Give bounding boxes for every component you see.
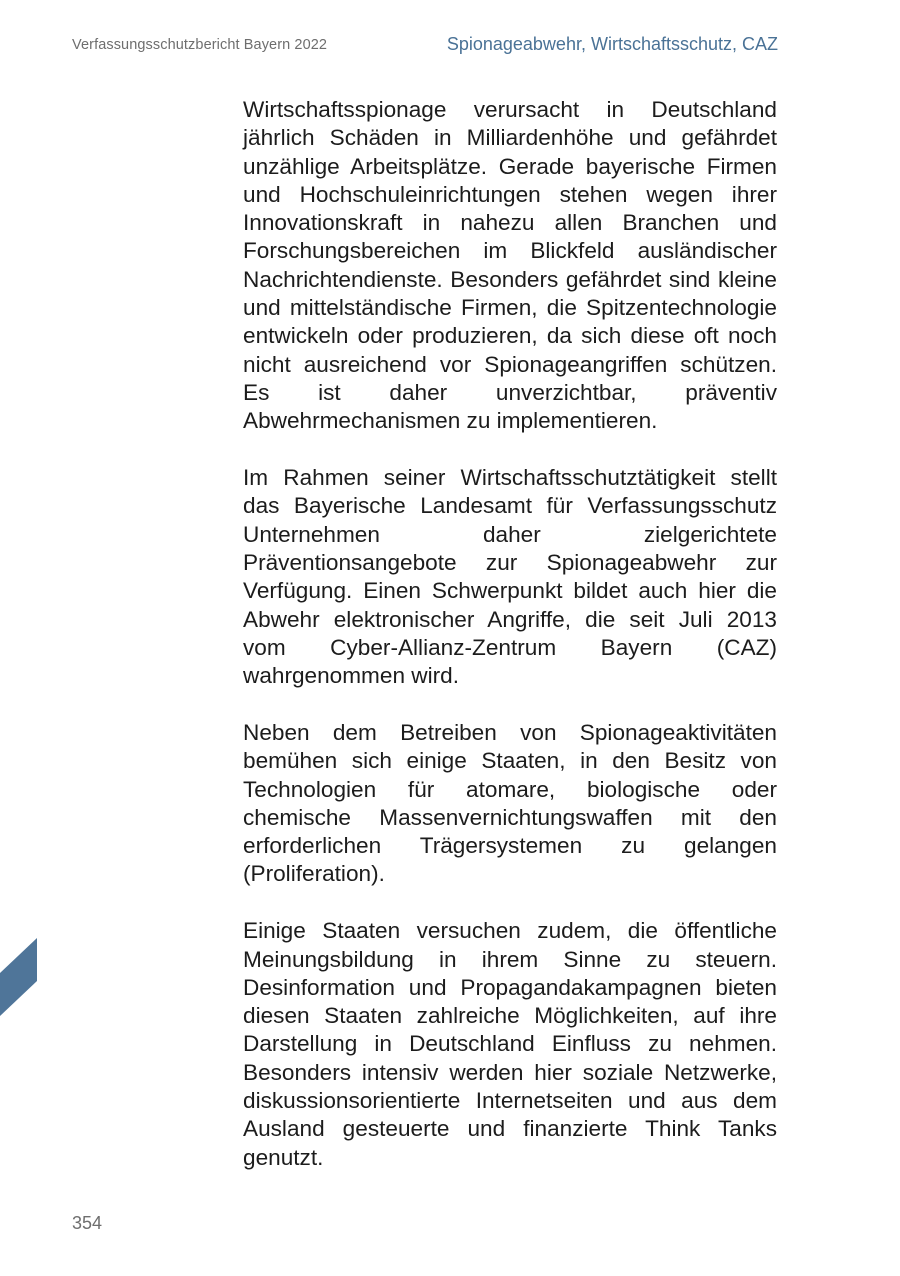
running-header-report-title: Verfassungsschutzbericht Bayern 2022	[72, 37, 328, 53]
body-text	[243, 96, 777, 1200]
paragraph-1: Wirtschaftsspionage verursacht in Deutschland jährlich Schäden in Milliardenhöhe und gefährdet unzählige Arbeitsplätze. Gerade bayerische Firmen und Hochschuleinrichtungen stehen wegen ihrer Innovationskraft in nahezu allen Branchen und Forschungsbereichen im Blickfeld ausländischer Nachrichtendienste. Besonders gefährdet sind kleine und mittelständische Firmen, die Spitzentechnologie entwickeln oder produzieren, da sich diese oft noch nicht ausreichend vor Spionageangriffen schützen. Es ist daher unverzichtbar, präventiv Abwehrmechanismen zu implementieren.	[243, 97, 777, 434]
page-number: 354	[72, 1213, 103, 1233]
running-header-section-title: Spionageabwehr, Wirtschaftsschutz, CAZ	[446, 34, 778, 54]
section-marker-tab	[0, 938, 37, 1016]
paragraph-2: Im Rahmen seiner Wirtschaftsschutztätigkeit stellt das Bayerische Landesamt für Verfassungsschutz Unternehmen daher zielgerichtete Präventionsangebote zur Spionageabwehr zur Verfügung. Einen Schwerpunkt bildet auch hier die Abwehr elektronischer Angriffe, die seit Juli 2013 vom Cyber-Allianz-Zentrum Bayern (CAZ) wahrgenommen wird.	[243, 465, 777, 689]
paragraph-3: Neben dem Betreiben von Spionageaktivitäten bemühen sich einige Staaten, in den Besitz von Technologien für atomare, biologische oder chemische Massenvernichtungswaffen mit den erforderlichen Trägersystemen zu gelangen (Proliferation).	[243, 719, 777, 887]
paragraph-4: Einige Staaten versuchen zudem, die öffentliche Meinungsbildung in ihrem Sinne zu steuern. Desinformation und Propagandakampagnen bieten diesen Staaten zahlreiche Möglichkeiten, auf ihre Darstellung in Deutschland Einfluss zu nehmen. Besonders intensiv werden hier soziale Netzwerke, diskussionsorientierte Internetseiten und aus dem Ausland gesteuerte und finanzierte Think Tanks genutzt.	[243, 918, 777, 1170]
